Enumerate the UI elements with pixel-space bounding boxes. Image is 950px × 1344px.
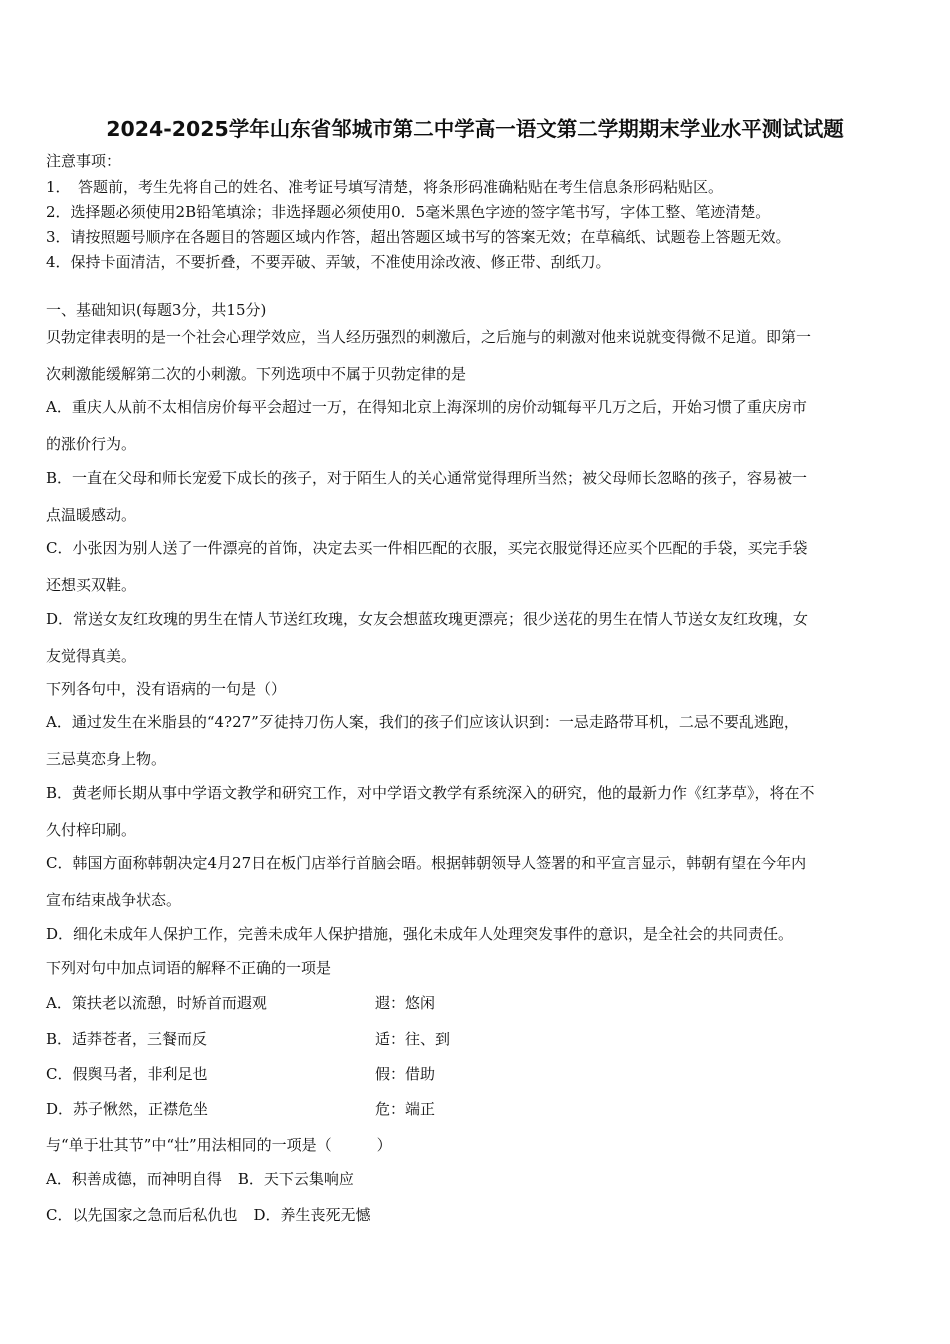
q3-option-a-gloss: 遐：悠闲 xyxy=(375,994,436,1012)
q1-option-c-line2: 还想买双鞋。 xyxy=(46,576,137,594)
q3-option-a-text: A．策扶老以流憩，时矫首而遐观 xyxy=(46,994,267,1012)
q4-option-a: A．积善成德，而神明自得 xyxy=(46,1170,222,1188)
q3-option-b-text: B．适莽苍者，三餐而反 xyxy=(46,1030,208,1048)
q1-option-a-line1: A．重庆人从前不太相信房价每平会超过一万，在得知北京上海深圳的房价动辄每平几万之后，开始习惯了重庆房市 xyxy=(46,398,807,416)
q1-option-a-line2: 的涨价行为。 xyxy=(46,435,137,453)
q1-option-d-line1: D．常送女友红玫瑰的男生在情人节送红玫瑰，女友会想蓝玫瑰更漂亮；很少送花的男生在情人节送女友红玫瑰，女 xyxy=(46,610,809,628)
q3-option-d-gloss: 危：端正 xyxy=(375,1100,436,1118)
q3-option-b xyxy=(46,1029,906,1049)
notice-item-3: 3．请按照题号顺序在各题目的答题区域内作答，超出答题区域书写的答案无效；在草稿纸、试题卷上答题无效。 xyxy=(46,228,791,246)
q1-stem-line2: 次刺激能缓解第二次的小刺激。下列选项中不属于贝勃定律的是 xyxy=(46,365,467,383)
section-heading: 一、基础知识(每题3分，共15分) xyxy=(46,301,267,319)
exam-title: 2024-2025学年山东省邹城市第二中学高一语文第二学期期末学业水平测试试题 xyxy=(106,117,844,141)
q3-option-c xyxy=(46,1064,906,1084)
q4-stem: 与“单于壮其节”中“壮”用法相同的一项是（ ） xyxy=(46,1136,392,1154)
q2-option-b-line1: B．黄老师长期从事中学语文教学和研究工作，对中学语文教学有系统深入的研究，他的最新力作《红茅草》，将在不 xyxy=(46,784,815,802)
q3-option-d xyxy=(46,1099,906,1119)
q2-option-d: D．细化未成年人保护工作，完善未成年人保护措施，强化未成年人处理突发事件的意识，是全社会的共同责任。 xyxy=(46,925,794,943)
q1-option-b-line2: 点温暖感动。 xyxy=(46,506,137,524)
q1-stem-line1: 贝勃定律表明的是一个社会心理学效应，当人经历强烈的刺激后，之后施与的刺激对他来说就变得微不足道。即第一 xyxy=(46,328,812,346)
q3-stem: 下列对句中加点词语的解释不正确的一项是 xyxy=(46,959,332,977)
q2-stem: 下列各句中，没有语病的一句是（） xyxy=(46,680,287,698)
q1-option-b-line1: B．一直在父母和师长宠爱下成长的孩子，对于陌生人的关心通常觉得理所当然；被父母师长忽略的孩子，容易被一 xyxy=(46,469,808,487)
q3-option-a xyxy=(46,993,906,1013)
notice-item-2: 2．选择题必须使用2B铅笔填涂；非选择题必须使用0．5毫米黑色字迹的签字笔书写，字体工整、笔迹清楚。 xyxy=(46,203,771,221)
q3-option-b-gloss: 适：往、到 xyxy=(375,1030,451,1048)
q2-option-b-line2: 久付梓印刷。 xyxy=(46,821,137,839)
q3-option-c-gloss: 假：借助 xyxy=(375,1065,436,1083)
q4-option-c: C．以先国家之急而后私仇也 xyxy=(46,1206,238,1224)
q2-option-c-line2: 宣布结束战争状态。 xyxy=(46,891,182,909)
q1-option-d-line2: 友觉得真美。 xyxy=(46,647,137,665)
q3-option-d-text: D．苏子愀然，正襟危坐 xyxy=(46,1100,209,1118)
notice-item-4: 4．保持卡面清洁，不要折叠，不要弄破、弄皱，不准使用涂改液、修正带、刮纸刀。 xyxy=(46,253,611,271)
q4-option-d: D．养生丧死无憾 xyxy=(253,1206,371,1224)
q2-option-a-line2: 三忌莫恋身上物。 xyxy=(46,750,167,768)
q4-option-b: B．天下云集响应 xyxy=(237,1170,354,1188)
q4-options-row2 xyxy=(46,1205,371,1225)
q3-option-c-text: C．假舆马者，非利足也 xyxy=(46,1065,208,1083)
q1-option-c-line1: C．小张因为别人送了一件漂亮的首饰，决定去买一件相匹配的衣服，买完衣服觉得还应买个匹配的手袋，买完手袋 xyxy=(46,539,808,557)
notice-item-1: 1． 答题前，考生先将自己的姓名、准考证号填写清楚，将条形码准确粘贴在考生信息条形码粘贴区。 xyxy=(46,178,724,196)
q2-option-c-line1: C．韩国方面称韩朝决定4月27日在板门店举行首脑会晤。根据韩朝领导人签署的和平宣言显示，韩朝有望在今年内 xyxy=(46,854,807,872)
q2-option-a-line1: A．通过发生在米脂县的“4?27”歹徒持刀伤人案，我们的孩子们应该认识到：一忌走路带耳机，二忌不要乱逃跑， xyxy=(46,713,799,731)
q4-options-row1 xyxy=(46,1169,354,1189)
notice-heading: 注意事项： xyxy=(46,152,122,170)
